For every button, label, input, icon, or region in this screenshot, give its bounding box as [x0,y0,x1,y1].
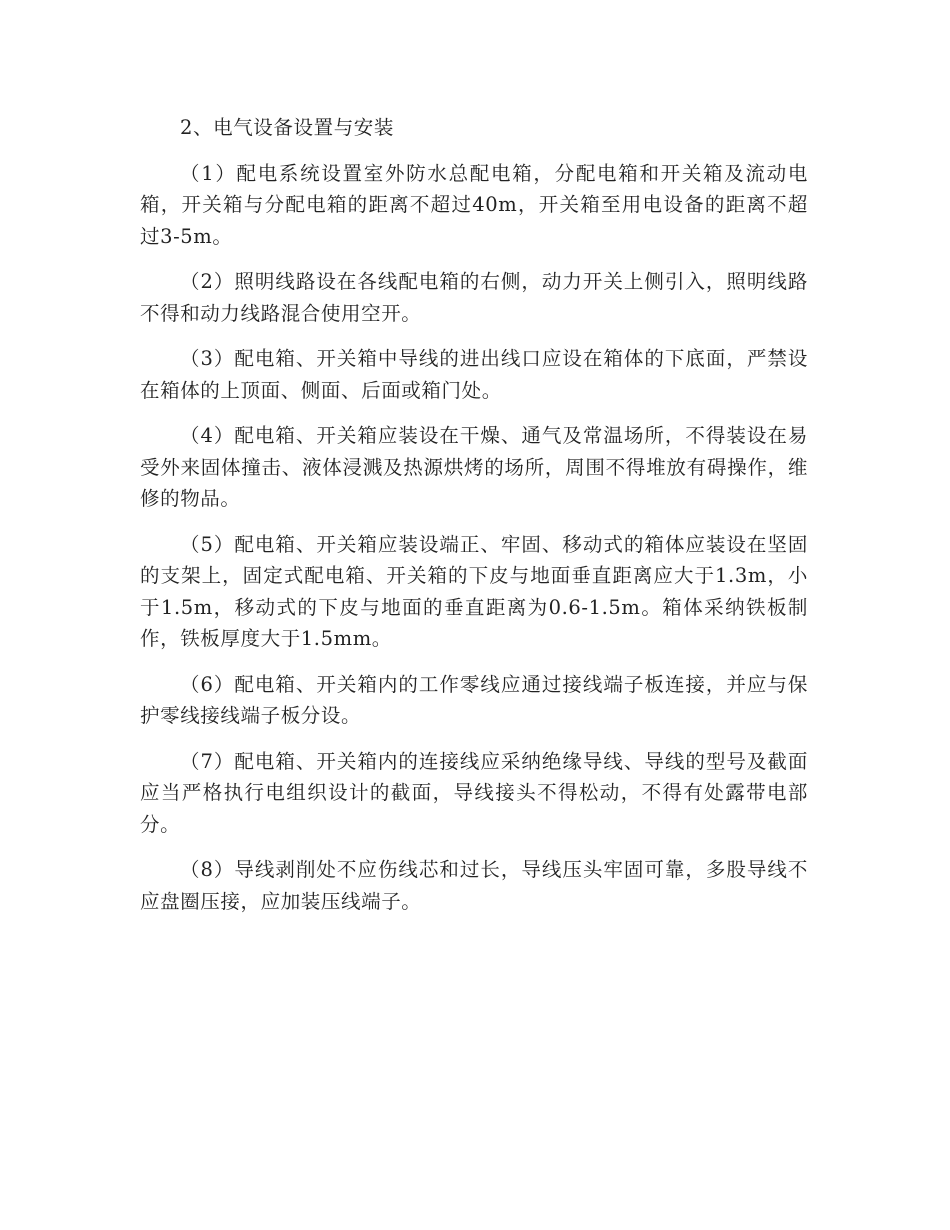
paragraph-8: （8）导线剥削处不应伤线芯和过长，导线压头牢固可靠，多股导线不应盘圈压接，应加装压线端子。 [140,858,808,913]
paragraph-7: （7）配电箱、开关箱内的连接线应采纳绝缘导线、导线的型号及截面应当严格执行电组织设计的截面，导线接头不得松动，不得有处露带电部分。 [140,749,808,836]
paragraph-1: （1）配电系统设置室外防水总配电箱，分配电箱和开关箱及流动电箱，开关箱与分配电箱的距离不超过40m，开关箱至用电设备的距离不超过3-5m。 [140,161,808,248]
paragraph-3: （3）配电箱、开关箱中导线的进出线口应设在箱体的下底面，严禁设在箱体的上顶面、侧面、后面或箱门处。 [140,347,808,402]
section-heading: 2、电气设备设置与安装 [180,116,395,139]
paragraph-4: （4）配电箱、开关箱应装设在干燥、通气及常温场所，不得装设在易受外来固体撞击、液体浸溅及热源烘烤的场所，周围不得堆放有碍操作，维修的物品。 [140,424,808,510]
paragraph-6: （6）配电箱、开关箱内的工作零线应通过接线端子板连接，并应与保护零线接线端子板分设。 [140,672,808,727]
paragraph-2: （2）照明线路设在各线配电箱的右侧，动力开关上侧引入，照明线路不得和动力线路混合使用空开。 [140,270,808,325]
paragraph-5: （5）配电箱、开关箱应装设端正、牢固、移动式的箱体应装设在坚固的支架上，固定式配电箱、开关箱的下皮与地面垂直距离应大于1.3m，小于1.5m，移动式的下皮与地面的垂直距离为0.6-1.5m。箱体采纳铁板制作，铁板厚度大于1.5mm。 [140,532,808,650]
document-body [140,112,808,917]
